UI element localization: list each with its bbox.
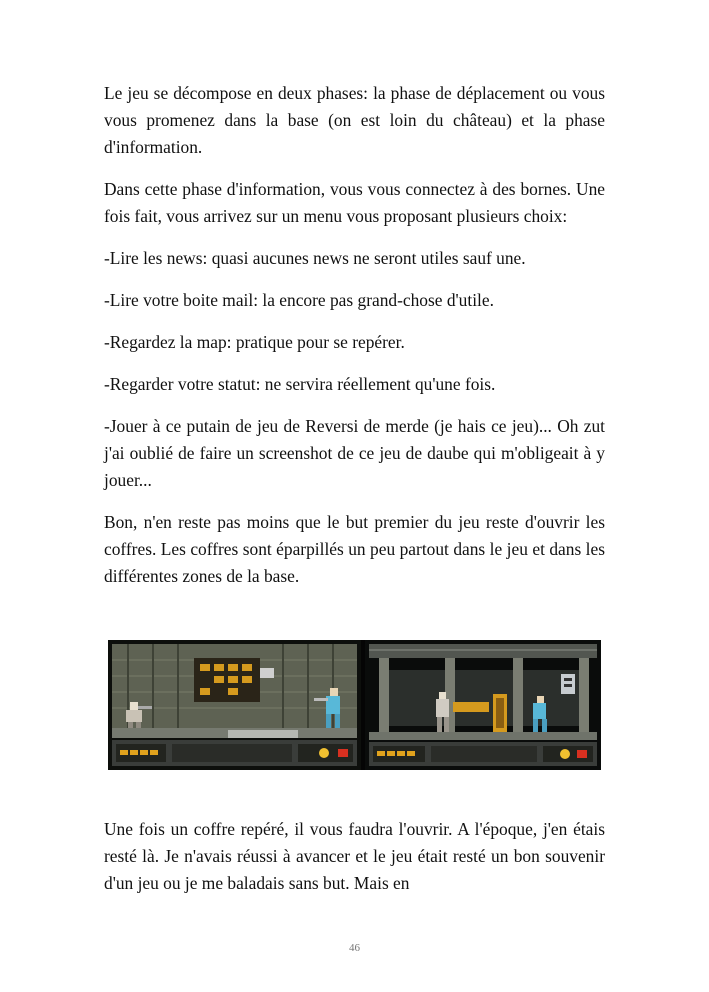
body-text-bottom <box>104 816 605 912</box>
list-item: -Lire les news: quasi aucunes news ne seront utiles sauf une. <box>104 248 526 268</box>
paragraph: Le jeu se décompose en deux phases: la phase de déplacement ou vous vous promenez dans la base (on est loin du château) et la phase d'information. <box>104 83 605 157</box>
list-item: -Lire votre boite mail: la encore pas grand-chose d'utile. <box>104 290 494 310</box>
game-screenshots-figure <box>108 640 601 770</box>
list-item: -Jouer à ce putain de jeu de Reversi de merde (je hais ce jeu)... Oh zut j'ai oublié de faire un screenshot de ce jeu de daube qui m'obligeait à y jouer... <box>104 416 605 490</box>
game-screenshot-left <box>108 640 361 770</box>
paragraph: Une fois un coffre repéré, il vous faudra l'ouvrir. A l'époque, j'en étais resté là. Je n'avais réussi à avancer et le jeu était resté un bon souvenir d'un jeu ou je me baladais sans but. Mais en <box>104 819 605 893</box>
game-screenshot-right <box>365 640 601 770</box>
game-scene-right <box>365 640 601 770</box>
page-number: 46 <box>349 942 360 954</box>
paragraph: Dans cette phase d'information, vous vous connectez à des bornes. Une fois fait, vous arrivez sur un menu vous proposant plusieurs choix: <box>104 179 605 226</box>
list-item: -Regardez la map: pratique pour se repérer. <box>104 332 405 352</box>
list-item: -Regarder votre statut: ne servira réellement qu'une fois. <box>104 374 496 394</box>
game-scene-left <box>108 640 361 770</box>
body-text-top <box>104 80 605 605</box>
paragraph: Bon, n'en reste pas moins que le but premier du jeu reste d'ouvrir les coffres. Les coffres sont éparpillés un peu partout dans le jeu et dans les différentes zones de la base. <box>104 512 605 586</box>
